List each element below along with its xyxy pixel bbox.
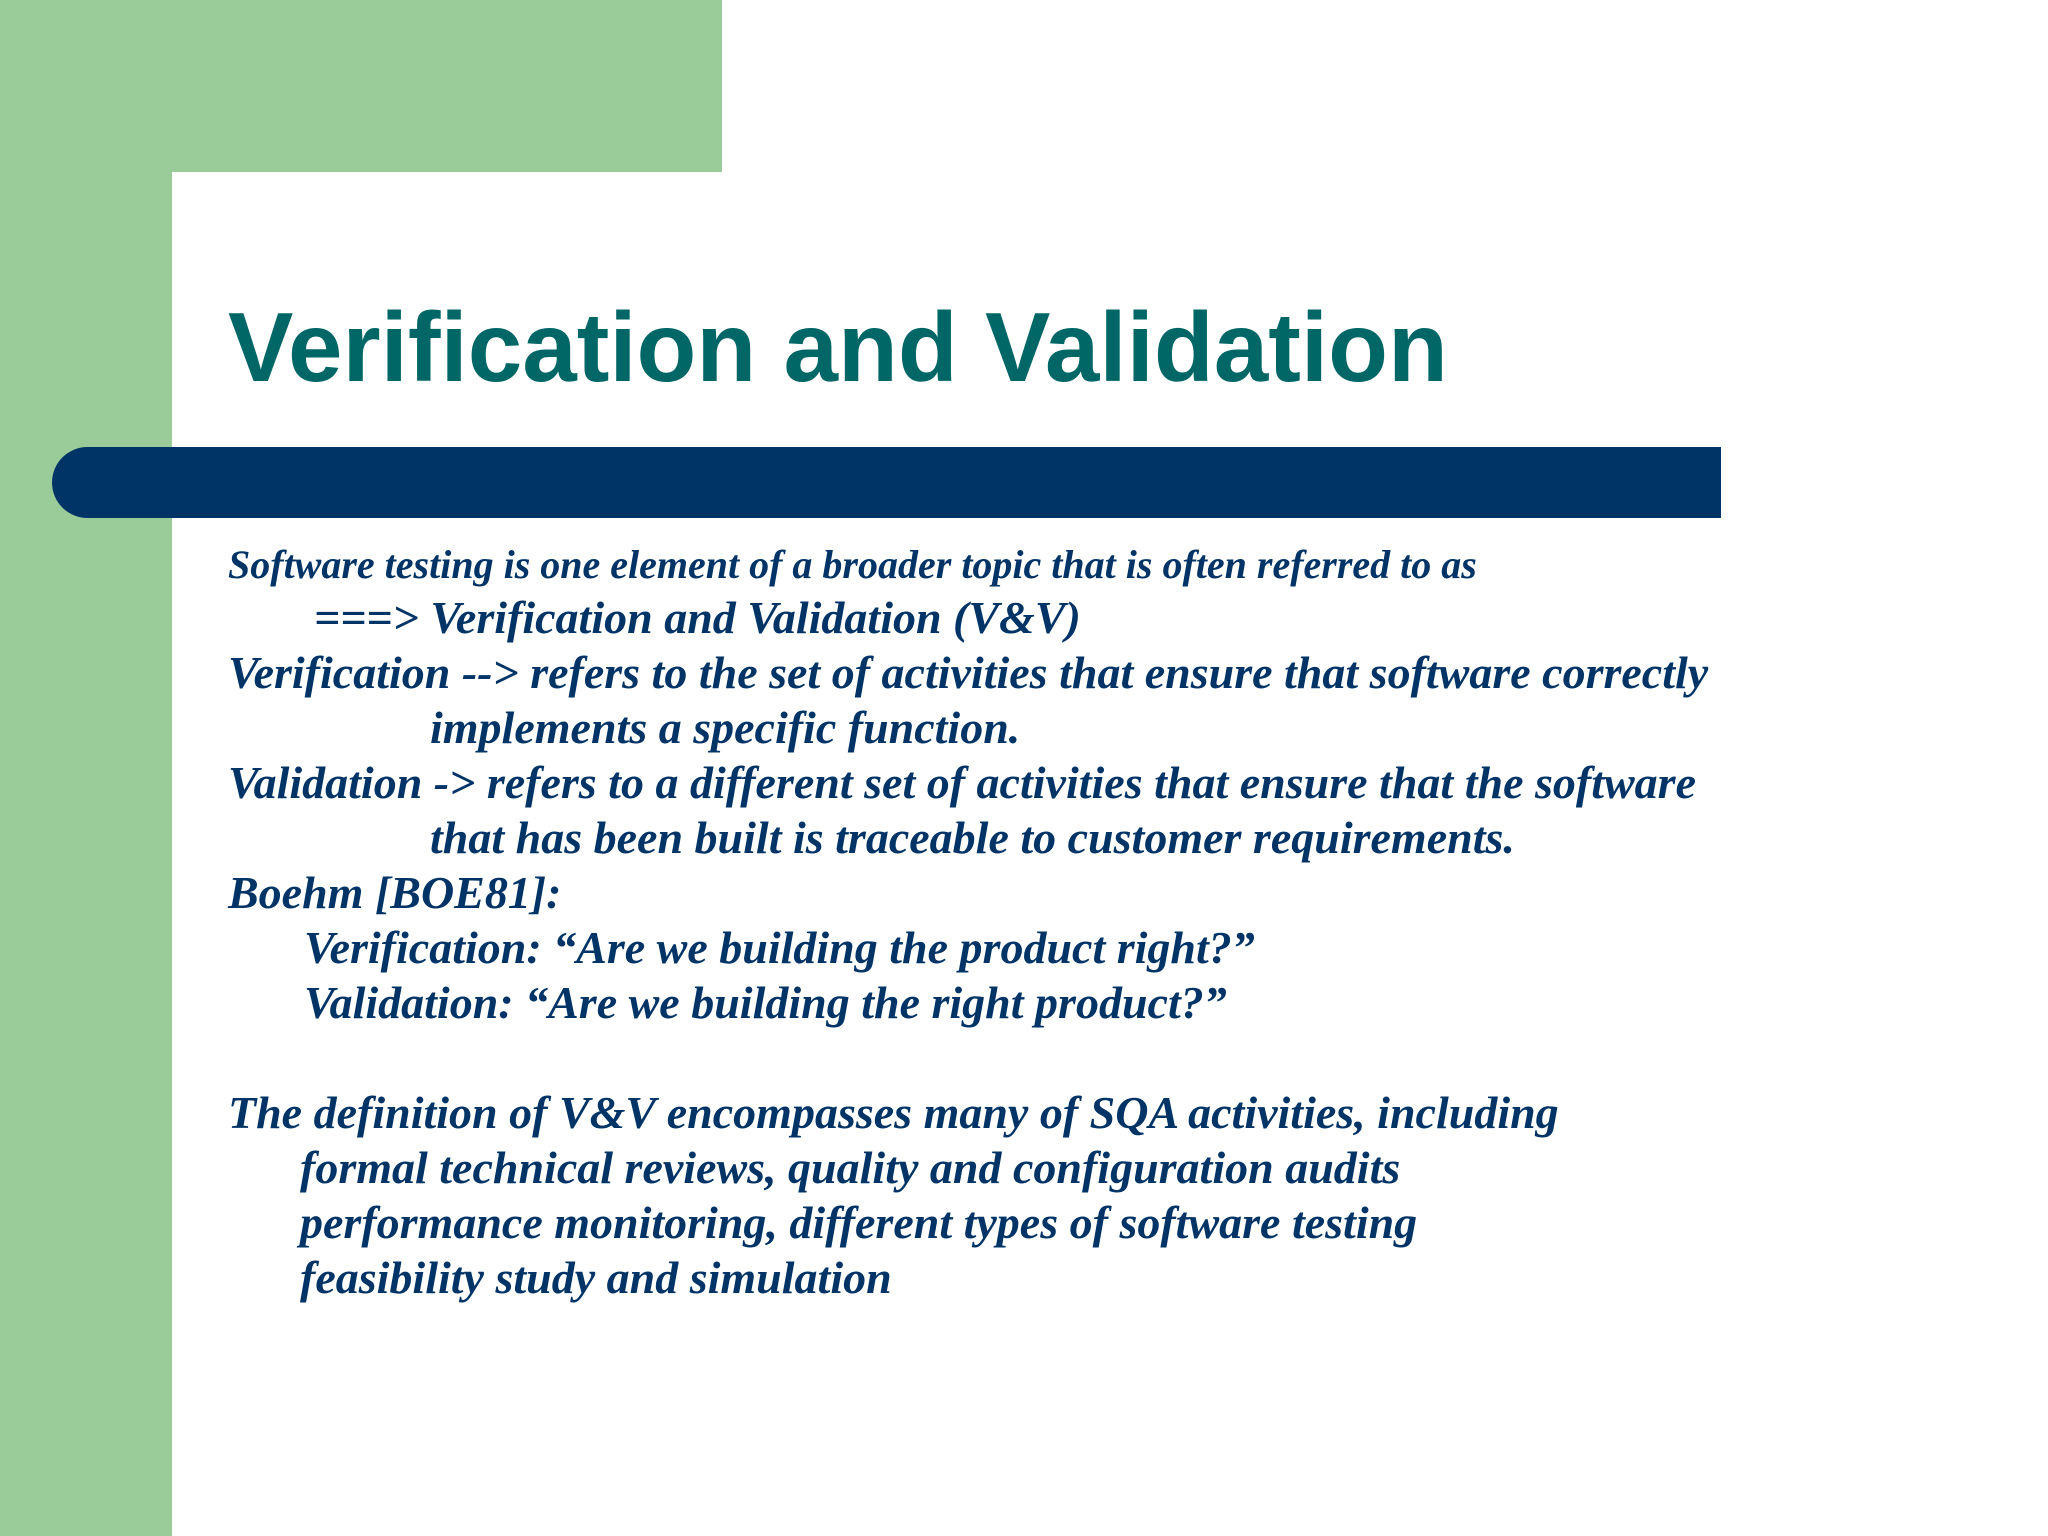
body-line-boehm-verification: Verification: “Are we building the product right?” <box>304 922 1255 973</box>
body-line-boehm: Boehm [BOE81]: <box>228 867 562 918</box>
body-line-boehm-validation: Validation: “Are we building the right product?” <box>304 977 1227 1028</box>
body-line-vv-item-feasibility: feasibility study and simulation <box>300 1252 892 1303</box>
body-line-validation-def-cont: that has been built is traceable to customer requirements. <box>430 812 1515 863</box>
green-background-left <box>0 0 172 1536</box>
body-line-vv-definition: The definition of V&V encompasses many of SQA activities, including <box>228 1087 1559 1138</box>
body-line-vv-item-reviews: formal technical reviews, quality and configuration audits <box>300 1142 1401 1193</box>
body-line-vv-item-monitoring: performance monitoring, different types of software testing <box>300 1197 1418 1248</box>
body-line-validation-def: Validation -> refers to a different set of activities that ensure that the software <box>228 757 1696 808</box>
body-line-vv-arrow: ===> Verification and Validation (V&V) <box>314 592 1081 643</box>
body-line-intro: Software testing is one element of a broader topic that is often referred to as <box>228 542 1477 587</box>
body-line-verification-def: Verification --> refers to the set of activities that ensure that software correctly <box>228 647 1709 698</box>
title-underline-bar <box>52 447 1721 518</box>
slide-title: Verification and Validation <box>228 292 1448 402</box>
body-line-verification-def-cont: implements a specific function. <box>430 702 1021 753</box>
